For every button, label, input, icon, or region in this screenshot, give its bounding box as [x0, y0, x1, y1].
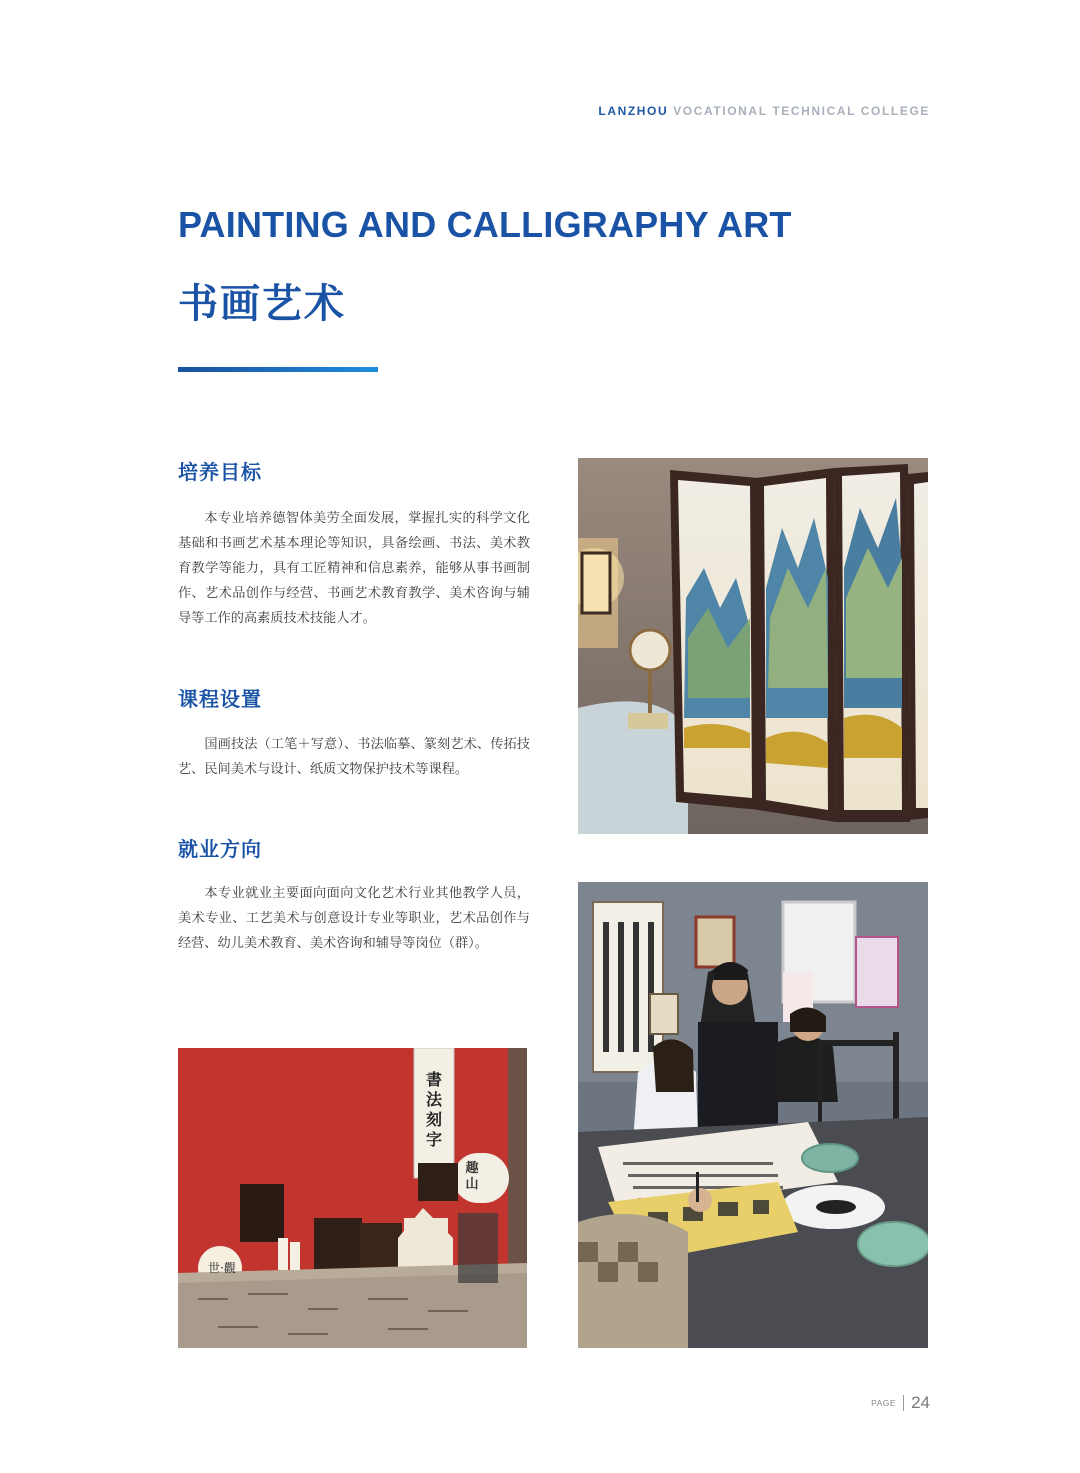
photo-calligraphy-class — [578, 882, 928, 1348]
page-title-chinese: 书画艺术 — [178, 281, 346, 327]
photo-folding-screen — [578, 458, 928, 834]
section-title-careers: 就业方向 — [178, 837, 262, 861]
page-number: 24 — [911, 1393, 930, 1412]
section-text-goals: 本专业培养德智体美劳全面发展，掌握扎实的科学文化基础和书画艺术基本理论等知识，具备绘画、书法、美术教育教学等能力，具有工匠精神和信息素养，能够从事书画制作、艺术品创作与经营、书画艺术教育教学、美术咨询与辅导等工作的高素质技术技能人才。 — [178, 511, 530, 626]
round-fan-text: 趣山 — [465, 1161, 479, 1192]
photo-calligraphy-exhibit — [178, 1048, 527, 1348]
section-text-courses: 国画技法（工笔＋写意）、书法临摹、篆刻艺术、传拓技艺、民间美术与设计、纸质文物保护技术等课程。 — [178, 737, 530, 777]
calligraphy-class-illustration — [578, 882, 928, 1348]
header-college: VOCATIONAL TECHNICAL COLLEGE — [673, 104, 930, 118]
exhibit-sign-text: 書法刻字 — [425, 1070, 442, 1149]
title-underline — [178, 367, 378, 372]
page-footer — [871, 1393, 930, 1413]
fan-text: 世·觀 — [208, 1261, 236, 1275]
section-title-goals: 培养目标 — [178, 460, 262, 484]
calligraphy-exhibit-illustration — [178, 1048, 527, 1348]
college-header — [598, 104, 930, 118]
section-text-careers: 本专业就业主要面向面向文化艺术行业其他教学人员，美术专业、工艺美术与创意设计专业等职业，艺术品创作与经营、幼儿美术教育、美术咨询和辅导等岗位（群）。 — [178, 886, 530, 951]
page-title-english: PAINTING AND CALLIGRAPHY ART — [178, 204, 792, 245]
section-title-courses: 课程设置 — [178, 687, 262, 711]
page-label: PAGE — [871, 1398, 897, 1408]
footer-separator — [903, 1395, 904, 1411]
folding-screen-illustration — [578, 458, 928, 834]
header-lanzhou: LANZHOU — [598, 104, 669, 118]
